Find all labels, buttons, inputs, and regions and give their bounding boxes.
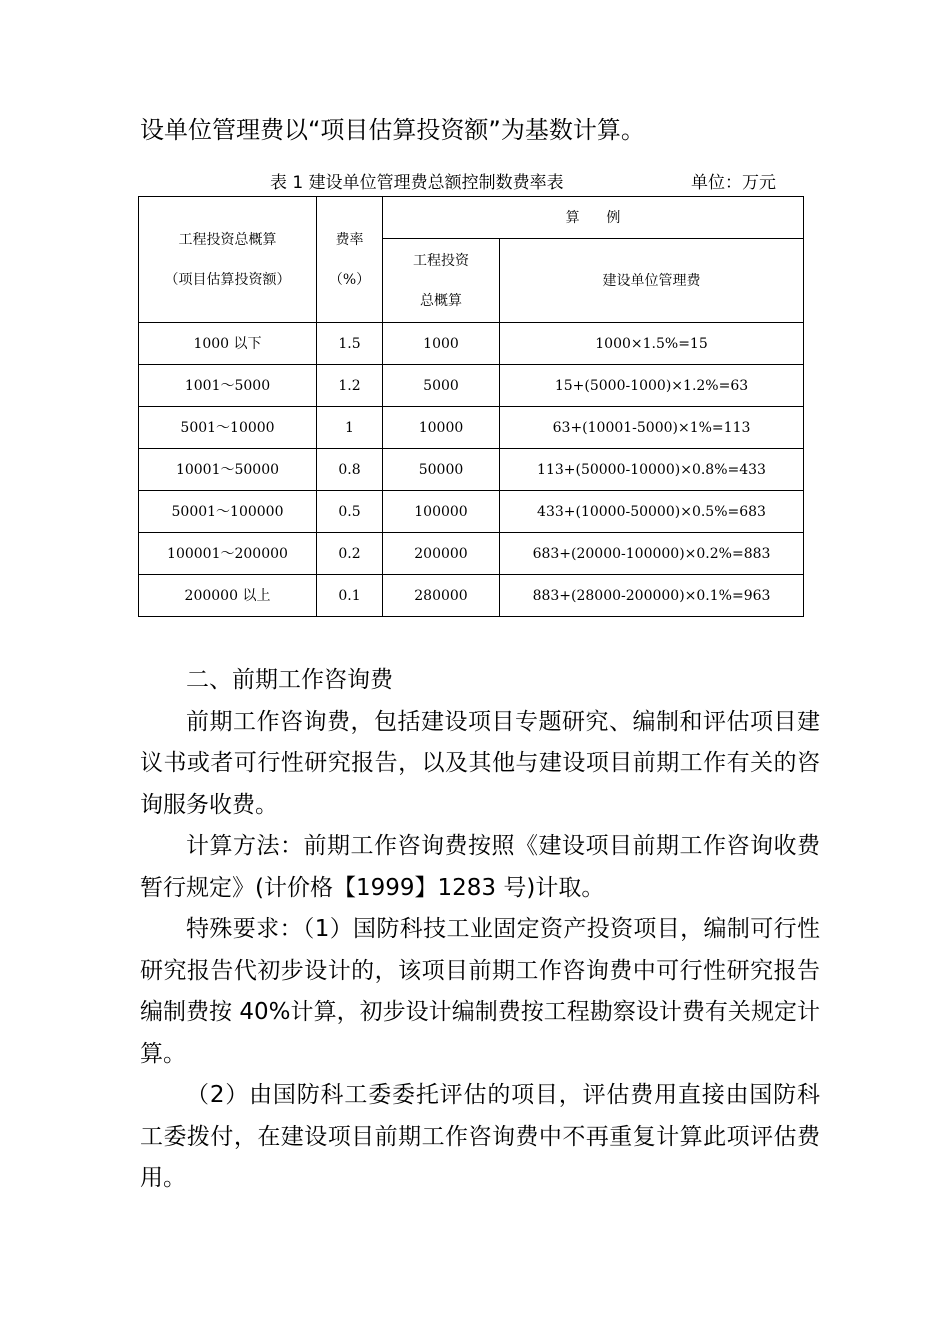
table-row [139, 323, 804, 365]
table-row [139, 449, 804, 491]
section-heading: 二、前期工作咨询费 [186, 667, 393, 693]
cell-range: 50001～100000 [139, 491, 317, 533]
cell-total: 100000 [383, 491, 500, 533]
paragraph-assessment-fee: （2）由国防科工委委托评估的项目，评估费用直接由国防科工委拨付，在建设项目前期工作咨询费中不再重复计算此项评估费用。 [140, 1082, 820, 1191]
header-total-budget-line1: 工程投资总概算 [178, 231, 277, 248]
cell-rate: 1 [317, 407, 383, 449]
cell-range: 1000 以下 [139, 323, 317, 365]
header-management-fee: 建设单位管理费 [500, 239, 804, 323]
cell-total: 10000 [383, 407, 500, 449]
table-unit: 单位：万元 [691, 173, 776, 193]
cell-total: 280000 [383, 575, 500, 617]
paragraph-calculation-method: 计算方法：前期工作咨询费按照《建设项目前期工作咨询收费暂行规定》(计价格【1999】1283 号)计取。 [140, 833, 820, 901]
cell-range: 1001～5000 [139, 365, 317, 407]
header-rate [317, 197, 383, 323]
header-example-total [383, 239, 500, 323]
cell-fee: 63+(10001-5000)×1%=113 [500, 407, 804, 449]
header-rate-line2: （%） [328, 271, 371, 288]
cell-rate: 1.2 [317, 365, 383, 407]
cell-total: 200000 [383, 533, 500, 575]
cell-range: 200000 以上 [139, 575, 317, 617]
cell-range: 10001～50000 [139, 449, 317, 491]
cell-rate: 0.8 [317, 449, 383, 491]
cell-rate: 0.5 [317, 491, 383, 533]
intro-line: 设单位管理费以“项目估算投资额”为基数计算。 [140, 116, 645, 144]
table-row [139, 407, 804, 449]
header-total-budget-line2: （项目估算投资额） [164, 271, 291, 288]
cell-fee: 683+(20000-100000)×0.2%=883 [500, 533, 804, 575]
cell-fee: 1000×1.5%=15 [500, 323, 804, 365]
cell-total: 1000 [383, 323, 500, 365]
fee-rate-table [138, 196, 804, 617]
cell-range: 5001～10000 [139, 407, 317, 449]
content-body [140, 660, 820, 1200]
table-row [139, 491, 804, 533]
cell-fee: 15+(5000-1000)×1.2%=63 [500, 365, 804, 407]
table-row [139, 575, 804, 617]
header-example-total-line1: 工程投资 [413, 252, 469, 269]
cell-rate: 0.1 [317, 575, 383, 617]
header-example-total-line2: 总概算 [420, 292, 462, 309]
table-caption [270, 166, 776, 194]
header-example-group: 算 例 [383, 197, 804, 239]
cell-range: 100001～200000 [139, 533, 317, 575]
cell-total: 50000 [383, 449, 500, 491]
cell-rate: 1.5 [317, 323, 383, 365]
cell-fee: 113+(50000-10000)×0.8%=433 [500, 449, 804, 491]
cell-fee: 433+(10000-50000)×0.5%=683 [500, 491, 804, 533]
cell-fee: 883+(28000-200000)×0.1%=963 [500, 575, 804, 617]
table-title: 表 1 建设单位管理费总额控制数费率表 [270, 173, 564, 193]
table-row [139, 533, 804, 575]
paragraph-special-requirements: 特殊要求：（1）国防科技工业固定资产投资项目，编制可行性研究报告代初步设计的，该项目前期工作咨询费中可行性研究报告编制费按 40%计算，初步设计编制费按工程勘察设计费有关规定计算。 [140, 916, 820, 1067]
header-rate-line1: 费率 [335, 231, 364, 248]
paragraph-consulting-fee: 前期工作咨询费，包括建设项目专题研究、编制和评估项目建议书或者可行性研究报告，以及其他与建设项目前期工作有关的咨询服务收费。 [140, 708, 820, 818]
table-row [139, 365, 804, 407]
header-total-budget [139, 197, 317, 323]
cell-rate: 0.2 [317, 533, 383, 575]
cell-total: 5000 [383, 365, 500, 407]
